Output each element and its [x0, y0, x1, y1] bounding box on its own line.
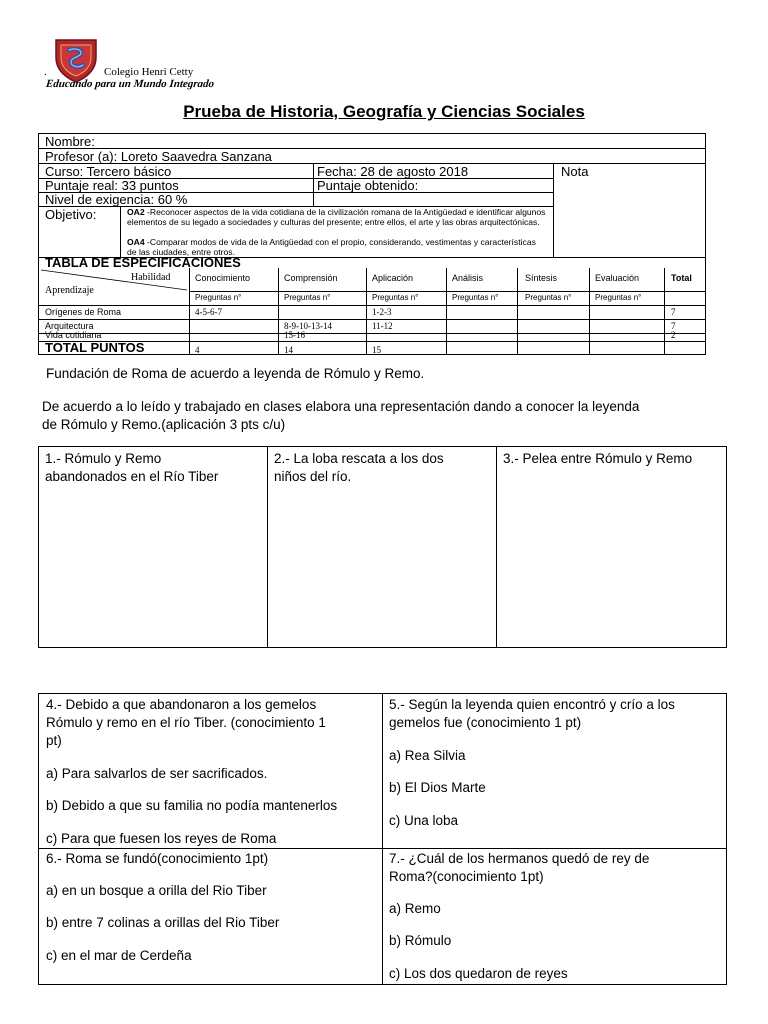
q7-option-c[interactable]: c) Los dos quedaron de reyes [389, 966, 568, 981]
drawing-table [38, 446, 727, 648]
q6-option-a[interactable]: a) en un bosque a orilla del Rio Tiber [46, 883, 267, 898]
row-label: Vida cotidiana [45, 330, 102, 340]
row-cell: 1-2-3 [372, 307, 392, 317]
q7-text-2: Roma?(conocimiento 1pt) [389, 869, 544, 884]
q5-option-a[interactable]: a) Rea Silvia [389, 748, 466, 763]
page-title: Prueba de Historia, Geografía y Ciencias Sociales [183, 102, 585, 121]
total-cell: 14 [284, 345, 293, 355]
q6-option-b[interactable]: b) entre 7 colinas a orillas del Rio Tiber [46, 915, 280, 930]
sub-label: Preguntas n° [595, 293, 642, 302]
q6-text: 6.- Roma se fundó(conocimiento 1pt) [46, 851, 269, 866]
total-puntos-label: TOTAL PUNTOS [45, 340, 145, 355]
col-conocimiento: Conocimiento [195, 273, 251, 283]
sub-label: Preguntas n° [452, 293, 499, 302]
total-cell: 4 [195, 345, 200, 355]
intro-heading: Fundación de Roma de acuerdo a leyenda de Rómulo y Remo. [46, 366, 425, 381]
row-cell: 4-5-6-7 [195, 307, 222, 317]
q5-option-b[interactable]: b) El Dios Marte [389, 780, 486, 795]
col-comprension: Comprensión [284, 273, 338, 283]
col-evaluacion: Evaluación [595, 273, 640, 283]
school-logo [52, 36, 100, 84]
row-cell: 15-16 [284, 330, 305, 340]
nota-field: Nota [561, 164, 589, 179]
oa4-text: -Comparar modos de vida de la Antigüedad con el propio, considerando, vestimentas y características de las ciudades, entre otros. [127, 237, 536, 257]
row-cell: 11-12 [372, 321, 393, 331]
col-total: Total [671, 273, 692, 283]
aprendizaje-label: Aprendizaje [45, 285, 94, 296]
col-sintesis: Síntesis [525, 273, 558, 283]
drawing-q1-label-2: abandonados en el Río Tiber [45, 469, 219, 484]
nivel-exigencia-field: Nivel de exigencia: 60 % [45, 192, 188, 207]
q6-option-c[interactable]: c) en el mar de Cerdeña [46, 948, 192, 963]
sub-label: Preguntas n° [372, 293, 419, 302]
q4-text-3: pt) [46, 733, 62, 748]
fecha-field: Fecha: 28 de agosto 2018 [317, 164, 469, 179]
sub-label: Preguntas n° [525, 293, 572, 302]
intro-instruction: De acuerdo a lo leído y trabajado en clases elabora una representación dando a conocer la leyenda [42, 399, 640, 414]
q5-text-2: gemelos fue (conocimiento 1 pt) [389, 715, 582, 730]
school-motto: Educando para un Mundo Integrado [45, 78, 215, 90]
row-cell: 8-9-10-13-14 [284, 321, 332, 331]
profesor-field: Profesor (a): Loreto Saavedra Sanzana [45, 149, 272, 164]
row-total: 7 [671, 321, 676, 331]
total-cell: 15 [372, 345, 381, 355]
questions-table [38, 693, 727, 985]
intro-instruction-2: de Rómulo y Remo.(aplicación 3 pts c/u) [42, 417, 286, 432]
oa2-text: -Reconocer aspectos de la vida cotidiana de la civilización romana de la Antigüedad e identificar algunos elementos de su legado a sociedades y culturas del presente; entre ellos, el arte y las obras arquitectónicas. [127, 207, 546, 227]
drawing-q2-label-2: niños del río. [274, 469, 352, 484]
objetivo-label: Objetivo: [45, 207, 97, 222]
q4-option-c[interactable]: c) Para que fuesen los reyes de Roma [46, 831, 277, 846]
row-label: Arquitectura [45, 321, 94, 331]
info-table [38, 133, 706, 355]
oa2-code: OA2 [127, 207, 145, 217]
q4-option-b[interactable]: b) Debido a que su familia no podía mantenerlos [46, 798, 338, 813]
sub-label: Preguntas n° [284, 293, 331, 302]
q5-text: 5.- Según la leyenda quien encontró y crío a los [389, 697, 675, 712]
puntaje-real-field: Puntaje real: 33 puntos [45, 178, 179, 193]
nombre-field: Nombre: [45, 134, 95, 149]
drawing-q1-label: 1.- Rómulo y Remo [45, 451, 162, 466]
sub-label: Preguntas n° [195, 293, 242, 302]
q4-text-2: Rómulo y remo en el río Tiber. (conocimiento 1 [46, 715, 326, 730]
objective-oa2 [127, 207, 547, 227]
q7-text: 7.- ¿Cuál de los hermanos quedó de rey de [389, 851, 650, 866]
habilidad-label: Habilidad [131, 272, 171, 283]
col-analisis: Análisis [452, 273, 484, 283]
objective-oa4 [127, 237, 547, 257]
header-dot: . [44, 66, 47, 78]
q4-text: 4.- Debido a que abandonaron a los gemelos [46, 697, 317, 712]
oa4-code: OA4 [127, 237, 145, 247]
curso-field: Curso: Tercero básico [45, 164, 172, 179]
q5-option-c[interactable]: c) Una loba [389, 813, 459, 828]
drawing-q3-label: 3.- Pelea entre Rómulo y Remo [503, 451, 693, 466]
row-label: Orígenes de Roma [45, 307, 122, 317]
row-total: 2 [671, 330, 676, 340]
spec-table-title: TABLA DE ESPECIFICACIONES [45, 255, 241, 270]
col-aplicacion: Aplicación [372, 273, 414, 283]
row-total: 7 [671, 307, 676, 317]
drawing-q2-label: 2.- La loba rescata a los dos [274, 451, 444, 466]
q7-option-a[interactable]: a) Remo [389, 901, 441, 916]
puntaje-obtenido-field: Puntaje obtenido: [317, 178, 419, 193]
q7-option-b[interactable]: b) Rómulo [389, 933, 452, 948]
q4-option-a[interactable]: a) Para salvarlos de ser sacrificados. [46, 766, 268, 781]
school-name: Colegio Henri Cetty [104, 66, 194, 78]
